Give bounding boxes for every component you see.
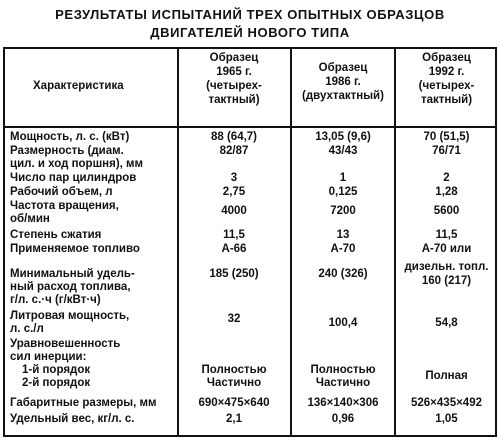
row-volume-label: Рабочий объем, л bbox=[10, 186, 113, 198]
row-fuel-label: Применяемое топливо bbox=[10, 243, 140, 255]
row-size-v1: 690×475×640 bbox=[198, 397, 270, 409]
row-volume-v3: 1,28 bbox=[435, 186, 458, 198]
row-rpm-v2: 7200 bbox=[330, 205, 356, 217]
row-dims-label2: цил. и ход поршня), мм bbox=[10, 158, 144, 170]
row-consumption-v3: 160 (217) bbox=[421, 275, 472, 287]
table-border-left bbox=[3, 47, 5, 437]
row-weight-label: Удельный вес, кг/л. с. bbox=[10, 413, 135, 425]
row-rpm-label2: об/мин bbox=[10, 213, 50, 225]
row-rpm-label1: Частота вращения, bbox=[10, 200, 119, 212]
row-size-label: Габаритные размеры, мм bbox=[10, 397, 157, 409]
row-volume-v2: 0,125 bbox=[328, 186, 358, 198]
row-balance-order2: 2-й порядок bbox=[22, 377, 91, 389]
header-sample3-line2: 1992 г. bbox=[428, 66, 465, 78]
row-consumption-v2: 240 (326) bbox=[318, 268, 368, 280]
row-dims-label1: Размерность (диам. bbox=[10, 145, 124, 157]
row-dims-v1: 82/87 bbox=[219, 145, 249, 157]
row-balance-v3: Полная bbox=[425, 370, 468, 382]
row-consumption-label1: Минимальный удель- bbox=[10, 268, 135, 280]
row-fuel-v3a: А-70 или bbox=[421, 243, 472, 255]
table-title-line2: ДВИГАТЕЛЕЙ НОВОГО ТИПА bbox=[150, 25, 350, 40]
row-rpm-v3: 5600 bbox=[433, 205, 460, 217]
row-litre-label1: Литровая мощность, bbox=[10, 310, 130, 322]
row-pairs-label: Число пар цилиндров bbox=[10, 172, 137, 184]
header-sample1-line1: Образец bbox=[209, 52, 259, 64]
header-sample1-line2: 1965 г. bbox=[216, 66, 252, 78]
row-power-v2: 13,05 (9,6) bbox=[315, 131, 371, 143]
row-litre-label2: л. с./л bbox=[10, 323, 44, 335]
header-sample3-line1: Образец bbox=[422, 52, 471, 64]
header-sample2-line3: (двухтактный) bbox=[302, 90, 384, 102]
row-weight-v2: 0,96 bbox=[331, 413, 355, 425]
row-balance-v1b: Частично bbox=[206, 377, 262, 389]
row-power-label: Мощность, л. с. (кВт) bbox=[10, 131, 130, 143]
row-litre-v2: 100,4 bbox=[328, 317, 358, 329]
row-balance-v1a: Полностью bbox=[201, 364, 267, 376]
row-consumption-v1: 185 (250) bbox=[209, 268, 259, 280]
row-pairs-v2: 1 bbox=[339, 172, 347, 184]
row-volume-v1: 2,75 bbox=[222, 186, 246, 198]
row-pairs-v1: 3 bbox=[230, 172, 238, 184]
header-sample3-line3: (четырех- bbox=[418, 80, 475, 92]
row-fuel-v3b: дизельн. топл. bbox=[404, 261, 489, 273]
row-pairs-v3: 2 bbox=[443, 172, 450, 184]
row-size-v3: 526×435×492 bbox=[411, 397, 482, 409]
row-weight-v3: 1,05 bbox=[435, 413, 458, 425]
row-litre-v3: 54,8 bbox=[435, 317, 458, 329]
row-consumption-label3: г/л. с.·ч (г/кВт·ч) bbox=[10, 294, 101, 306]
header-characteristic: Характеристика bbox=[33, 80, 124, 92]
row-power-v1: 88 (64,7) bbox=[210, 131, 258, 143]
row-weight-v1: 2,1 bbox=[226, 413, 242, 425]
row-litre-v1: 32 bbox=[227, 313, 241, 325]
header-sample1-line3: (четырех- bbox=[206, 80, 262, 92]
header-sample1-line4: тактный) bbox=[208, 94, 260, 106]
row-power-v3: 70 (51,5) bbox=[423, 131, 470, 143]
row-balance-label1: Уравновешенность bbox=[10, 338, 121, 350]
table-border-top bbox=[3, 47, 497, 49]
row-dims-v3: 76/71 bbox=[432, 145, 461, 157]
row-compression-v3: 11,5 bbox=[435, 229, 458, 241]
row-compression-label: Степень сжатия bbox=[10, 229, 102, 241]
row-consumption-label2: ный расход топлива, bbox=[10, 281, 131, 293]
header-sample2-line2: 1986 г. bbox=[325, 76, 361, 88]
table-border-bottom bbox=[3, 435, 497, 437]
header-sample2-line1: Образец bbox=[318, 62, 368, 74]
row-balance-v2b: Частично bbox=[315, 377, 371, 389]
row-fuel-v2: А-70 bbox=[330, 243, 356, 255]
row-rpm-v1: 4000 bbox=[221, 205, 247, 217]
row-balance-v2a: Полностью bbox=[310, 364, 376, 376]
table-title-line1: РЕЗУЛЬТАТЫ ИСПЫТАНИЙ ТРЕХ ОПЫТНЫХ ОБРАЗЦОВ bbox=[55, 7, 445, 22]
row-dims-v2: 43/43 bbox=[328, 145, 358, 157]
row-balance-label2: сил инерции: bbox=[10, 351, 87, 363]
results-table bbox=[3, 47, 497, 437]
header-sample3-line4: тактный) bbox=[420, 94, 473, 106]
row-compression-v2: 13 bbox=[336, 229, 350, 241]
row-balance-order1: 1-й порядок bbox=[22, 364, 91, 376]
header-divider bbox=[3, 126, 497, 128]
row-fuel-v1: А-66 bbox=[221, 243, 247, 255]
row-compression-v1: 11,5 bbox=[223, 229, 245, 241]
row-size-v2: 136×140×306 bbox=[307, 397, 379, 409]
